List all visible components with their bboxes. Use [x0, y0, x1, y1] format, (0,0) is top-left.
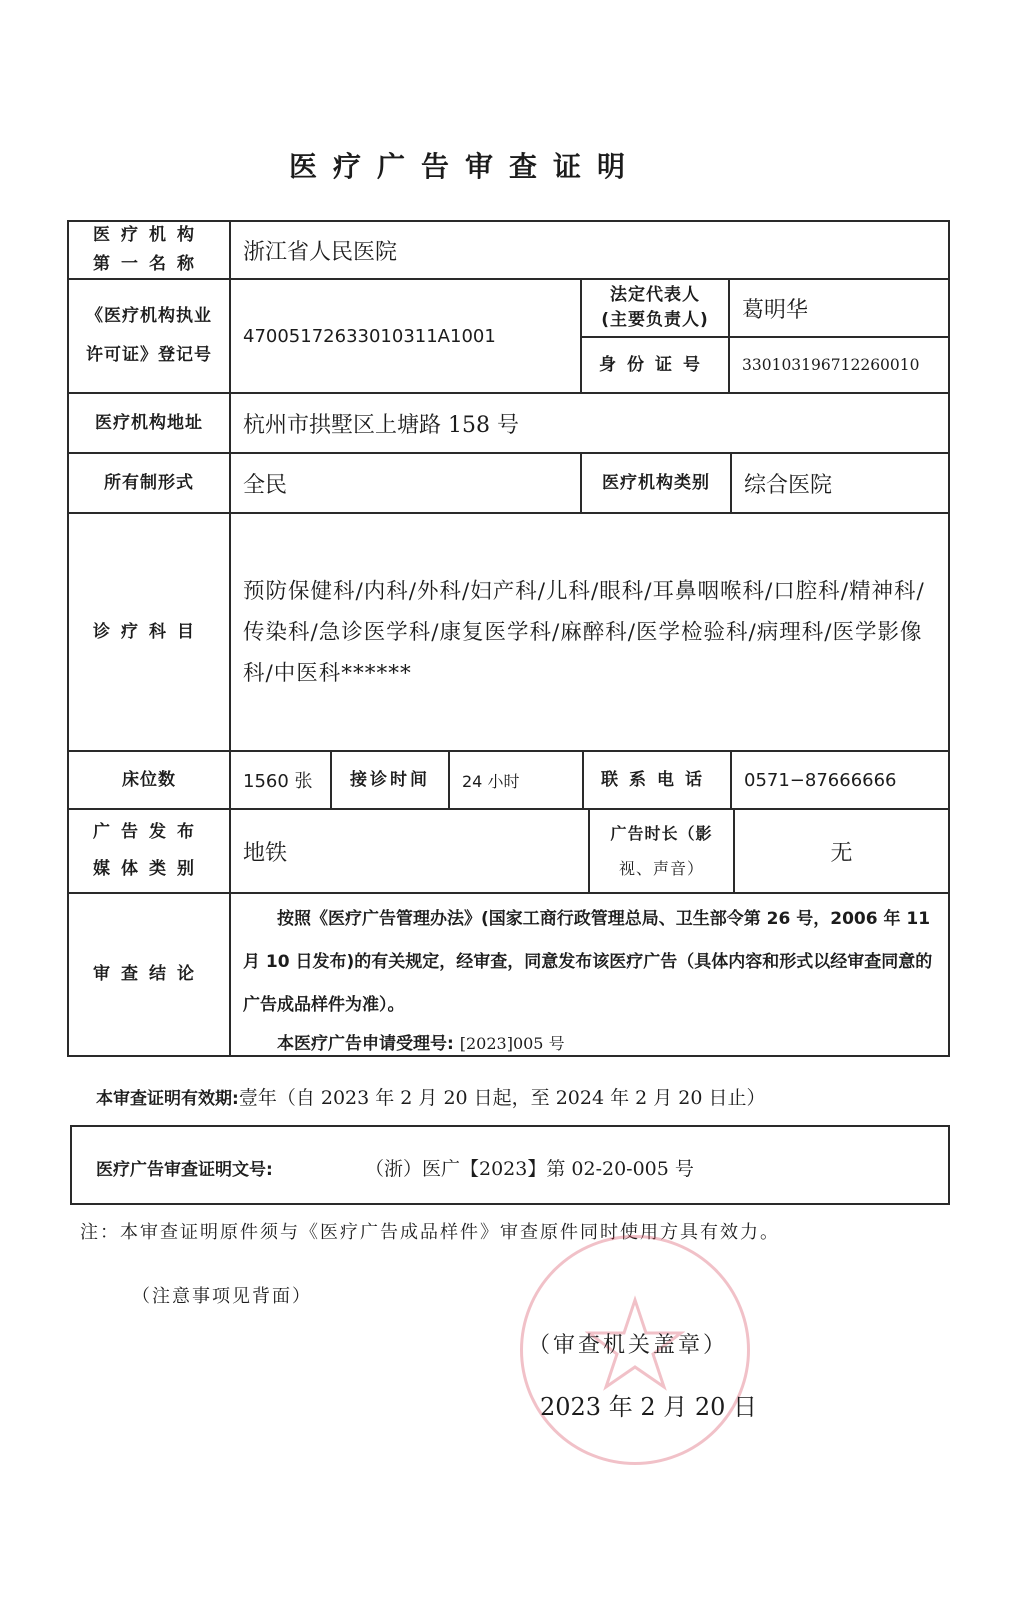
- id-number-label: 身份证号: [599, 354, 711, 375]
- media-label: 广告发布 媒体类别: [93, 821, 205, 879]
- beds-value: 1560 张: [243, 771, 313, 792]
- duration-value: 无: [830, 840, 853, 866]
- departments-value: [231, 514, 948, 750]
- back-notice: （注意事项见背面）: [132, 1286, 312, 1307]
- validity-value: 壹年（自 2023 年 2 月 20 日起，至 2024 年 2 月 20 日止）: [238, 1086, 766, 1109]
- page-title: 医疗广告审查证明: [288, 150, 641, 183]
- hours-value: 24 小时: [462, 771, 520, 791]
- phone-value: 0571−87666666: [744, 769, 897, 791]
- media-value: 地铁: [243, 840, 288, 866]
- departments-label: 诊疗科目: [93, 621, 205, 642]
- conclusion-value: [231, 894, 948, 1055]
- address-value: 杭州市拱墅区上塘路 158 号: [243, 412, 519, 438]
- acceptance-number: [2023]005 号: [459, 1034, 565, 1053]
- address-label: 医疗机构地址: [95, 412, 203, 433]
- duration-label: 广告时长（影 视、声音）: [610, 823, 713, 878]
- acceptance-label: 本医疗广告申请受理号:: [277, 1034, 454, 1054]
- ownership-label: 所有制形式: [104, 472, 194, 493]
- validity-line: [96, 1073, 956, 1119]
- conclusion-label: 审查结论: [93, 964, 205, 985]
- category-value: 综合医院: [744, 472, 833, 498]
- license-label: 《医疗机构执业 许可证》登记号: [86, 305, 212, 365]
- institution-name-value: 浙江省人民医院: [243, 239, 398, 265]
- legal-rep-value: 葛明华: [742, 297, 809, 323]
- seal-caption: （审查机关盖章）: [528, 1333, 729, 1358]
- acceptance-line: [243, 1027, 944, 1055]
- beds-label: 床位数: [122, 769, 176, 790]
- cert-number-label: 医疗广告审查证明文号:: [96, 1159, 273, 1180]
- validity-label: 本审查证明有效期:: [96, 1088, 239, 1109]
- hours-label: 接诊时间: [350, 769, 430, 790]
- phone-label: 联系电话: [601, 769, 713, 790]
- validity-note: 注：本审查证明原件须与《医疗广告成品样件》审查原件同时使用方具有效力。: [80, 1222, 780, 1243]
- ownership-value: 全民: [243, 472, 288, 498]
- issue-date: 2023 年 2 月 20 日: [540, 1393, 758, 1421]
- departments-text: 预防保健科/内科/外科/妇产科/儿科/眼科/耳鼻咽喉科/口腔科/精神科/传染科/急诊医学科/康复医学科/麻醉科/医学检验科/病理科/医学影像科/中医科******: [243, 578, 925, 686]
- id-number-value: 330103196712260010: [742, 356, 920, 374]
- legal-rep-label: 法定代表人 (主要负责人): [601, 284, 709, 330]
- category-label: 医疗机构类别: [602, 472, 710, 493]
- cert-number-value: （浙）医广【2023】第 02-20-005 号: [365, 1157, 694, 1180]
- conclusion-text: 按照《医疗广告管理办法》(国家工商行政管理总局、卫生部令第 26 号，2006 年 11 月 10 日发布)的有关规定，经审查，同意发布该医疗广告（具体内容和形式以经审查同意的广告成品样件为准）。: [243, 909, 933, 1015]
- license-number: 47005172633010311A1001: [243, 325, 496, 347]
- institution-name-label: 医疗机构 第一名称: [93, 225, 205, 274]
